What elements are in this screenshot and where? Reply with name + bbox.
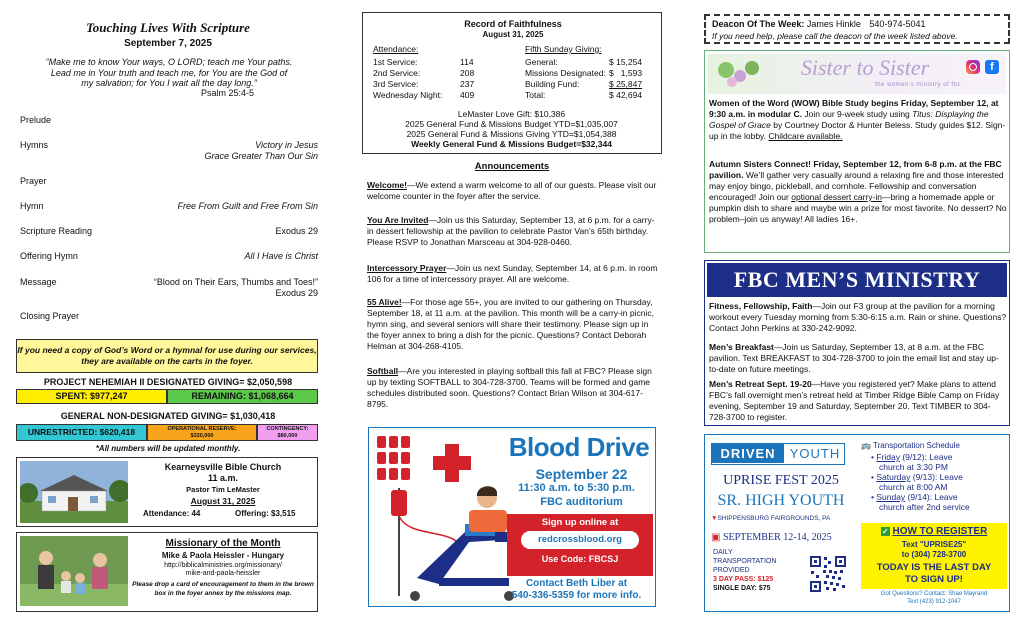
missionary-photo (20, 536, 128, 606)
mens-ministry-box (704, 260, 1010, 426)
message-ref: Exodus 29 (275, 287, 318, 298)
deacon-of-week-box (704, 14, 1010, 44)
qr-code-icon[interactable] (809, 555, 847, 593)
love-gift: LeMaster Love Gift: $10,386 (457, 109, 566, 119)
attendance-value: 114 (460, 57, 474, 67)
mens-ministry-title: FBC MEN’S MINISTRY (707, 263, 1007, 297)
giving-header: Fifth Sunday Giving: (525, 44, 602, 54)
hymn-2: Grace Greater Than Our Sin (204, 150, 318, 161)
wow-bible-study: Women of the Word (WOW) Bible Study begins Friday, September 12, at 9:30 a.m. in modular C. Join our 9-week study using Titus: Displaying the Gospel of Grace by Courtney Doctor & Hunter Beless. Study guides $12. Sign-up in the lobby. Childcare available. (709, 98, 1006, 141)
blood-drive-title: Blood Drive (508, 432, 650, 462)
mens-f3: Fitness, Fellowship, Faith—Join our F3 group at the pavilion for a morning workout every Tuesday morning from 5:30-6:15 a.m. Rain or shine. Questions? Contact John Perkins at 330-242-9092. (709, 301, 1007, 333)
missionary-box (16, 532, 318, 612)
transport-schedule: • Friday (9/12): Leave church at 3:30 PM • Saturday (9/13): Leave church at 8:00 AM • Sunday (9/14): Leave church after 2nd service (871, 452, 1009, 512)
attendance-header: Attendance: (373, 44, 419, 54)
general-giving-title: GENERAL NON-DESIGNATED GIVING= $1,030,418 (60, 411, 276, 421)
missionary-url-line2[interactable]: mike-and-paola-heissler (185, 570, 261, 577)
scripture-reference: Psalm 25:4-5 (200, 88, 254, 98)
deacon-label: Deacon Of The Week: (712, 19, 805, 29)
instagram-icon[interactable] (966, 60, 980, 74)
last-day-line1: TODAY IS THE LAST DAY (876, 562, 992, 573)
announcements-column (362, 12, 662, 618)
blood-drive-place: FBC auditorium (540, 496, 623, 508)
deacon-note: If you need help, please call the deacon of the week listed above. (712, 31, 958, 41)
uprise-fest-title: UPRISE FEST 2025 (723, 473, 839, 488)
driven-youth-flyer (704, 434, 1010, 612)
how-to-register: ✓ HOW TO REGISTER (881, 526, 988, 537)
scripture-verse: “Make me to know Your ways, O LORD; teach me Your paths. Lead me in Your truth and teach me, for You are the God of my salvation; for You I wait all the day long.” (45, 57, 293, 88)
mens-breakfast: Men’s Breakfast—Join us Saturday, September 13, at 8 a.m. at the FBC pavilion. Text BREAKFAST to 304-728-3700 to join the email list and stay up-to-date on future meetings. (709, 342, 999, 374)
schedule-item: • Friday (9/12): Leave (871, 452, 953, 462)
sister-banner (708, 54, 1006, 94)
project-giving-title: PROJECT NEHEMIAH II DESIGNATED GIVING= $2,050,598 (43, 377, 293, 387)
giving-value: $ 42,694 (609, 90, 643, 100)
giving-value: $ 1,593 (609, 68, 643, 78)
attendance-value: 237 (460, 79, 475, 89)
giving-label: Total: (525, 90, 546, 100)
church-name: Kearneysville Bible Church (164, 462, 282, 472)
blood-contact-line2: 540-336-5359 for more info. (511, 590, 642, 601)
announcement-softball: Softball—Are you interested in playing softball this fall at FBC? Please sign up by texting SOFTBALL to 304-728-3700. Teams will be formed and game schedules distributed soon. Questions? Contact Brian Wilson at 304-617-8795. (367, 366, 652, 409)
hymnal-note: If you need a copy of God’s Word or a hymnal for use during our services, they are available on the carts in the foyer. (16, 339, 318, 373)
announcement-55-alive: 55 Alive!—For those age 55+, you are invited to our gathering on Thursday, September 18, at 11 a.m. at the pavilion. This month will be a carry-in picnic, hymn sing, and several seniors will share their testimony. Please sign up in the foyer annex to bring a dish for the picnic. Questions? Contact Deborah Helman at 304-268-4105. (367, 297, 654, 351)
register-panel (861, 523, 1007, 589)
update-note: *All numbers will be updated monthly. (95, 444, 241, 453)
order-of-service-column: Touching Lives With Scripture September 7, 2025 “Make me to know Your ways, O LORD; teach me Your paths. Lead me in Your truth and teach me, for You are the God of my salvation; for You I wait all the day long.” Psalm 25:4-5 Prelude Hymns Victory in Jesus Grace Greater Than Our Sin Prayer Hymn Free From Guilt and Free From Sin Scripture Reading Exodus 29 Offering Hymn All I Have is Christ Message “Blood on Their Ears, Thumbs and Toes!” Exodus 29 Closing Prayer If you need a copy of God’s Word or a hymnal for use during our services, they are available on the carts in the foyer. PROJECT NEHEMIAH II DESIGNATED GIVING= $2,050,598 SPENT: $977,247 REMAINING: $1,068,664 GENERAL NON-DESIGNATED GIVING= $1,030,418 UNRESTRICTED: $620,418 OPERATIONAL RESERVE: $330,000 CONTINGENCY: $80,000 *All numbers will be updated monthly. Kearneysville Bible Church 11 a.m. Pastor Tim LeMaster August 31, 2025 Attendance: 44 Offering: $3,515 Missionary of the Month Mike & Paola Heissler - Hungary http://biblicalministries.org/missionary/ mike-and-paola-heissler Please drop a card of encouragement to them in the brown box in the foyer annex by the missions map. (14, 14, 322, 614)
unrestricted-box: UNRESTRICTED: $620,418 (16, 424, 147, 441)
facebook-icon[interactable]: f (985, 60, 999, 74)
giving-value: $ 25,847 (609, 79, 643, 89)
kearneysville-church-box (16, 457, 318, 527)
bus-icon: 🚌 (861, 441, 874, 450)
announcement-welcome: Welcome!—We extend a warm welcome to all of our guests. Please visit our welcome counter in the foyer after the service. (367, 180, 657, 201)
attendance-label: 3rd Service: (373, 79, 419, 89)
deacon-phone: 540-974-5041 (869, 19, 926, 29)
giving-label: Building Fund: (525, 79, 580, 89)
missionary-names: Mike & Paola Heissler - Hungary (161, 551, 285, 560)
transport-title: 🚌 Transportation Schedule (861, 441, 960, 450)
fest-location: ▼SHIPPENSBURG FAIRGROUNDS, PA (711, 515, 831, 522)
blood-drive-date: September 22 (535, 466, 628, 482)
hymn-1: Victory in Jesus (255, 140, 318, 150)
giving-label: Missions Designated: (525, 68, 606, 78)
church-report-date: August 31, 2025 (190, 496, 256, 506)
record-title: Record of Faithfulness (464, 19, 562, 29)
attendance-label: 1st Service: (373, 57, 418, 67)
attendance-label: Wednesday Night: (373, 90, 443, 100)
missionary-url-line1[interactable]: http://biblicalministries.org/missionary/ (164, 562, 282, 569)
budget-ytd: 2025 General Fund & Missions Budget YTD=$1,035,007 (405, 119, 618, 129)
signup-label: Sign up online at (541, 517, 619, 528)
church-pastor: Pastor Tim LeMaster (186, 485, 260, 494)
mens-retreat: Men’s Retreat Sept. 19-20—Have you registered yet? Make plans to attend FBC’s fall overnight men’s retreat held at Timber Ridge Bible Camp on Friday evening, September 19 and Saturday, September 20. Text TIMBER to 304-728-3700 to register. (709, 379, 1000, 422)
redcross-link[interactable]: redcrossblood.org (521, 531, 639, 549)
register-text-keyword: Text "UPRISE25" (901, 540, 967, 549)
calendar-icon: ▣ (711, 532, 723, 543)
announcement-invited: You Are Invited—Join us this Saturday, September 13, at 6 p.m. for a carry-in dessert fellowship at the pavilion to celebrate Pastor Van’s 65th birthday. Please RSVP to Jonathan Marsceau at 304-928-0460. (367, 215, 655, 247)
ministries-column (704, 14, 1010, 614)
location-pin-icon: ▼ (711, 515, 718, 522)
promo-code: Use Code: FBCSJ (541, 554, 619, 564)
giving-value: $ 15,254 (609, 57, 643, 67)
sister-title: Sister to Sister (800, 55, 930, 80)
church-photo (20, 461, 128, 523)
blood-drive-time: 11:30 a.m. to 5:30 p.m. (518, 482, 635, 494)
schedule-item: • Sunday (9/14): Leave (871, 492, 958, 502)
service-item-hymns: Hymns Victory in Jesus Grace Greater Than Our Sin (20, 140, 318, 161)
spent-box: SPENT: $977,247 (16, 389, 167, 404)
questions-contact: Got Questions? Contact: Shae Mayrand (880, 591, 988, 597)
announcement-prayer: Intercessory Prayer—Join us next Sunday, September 14, at 6 p.m. in room 106 for a time of intercessory prayer. All are welcome. (367, 263, 658, 284)
fest-dates: ▣ SEPTEMBER 12-14, 2025 (711, 532, 832, 543)
deacon-name: James Hinkle (806, 19, 861, 29)
blood-signup-panel (507, 514, 653, 576)
transport-provided: DAILY TRANSPORTATION PROVIDED 3 DAY PASS: $125 SINGLE DAY: $75 (713, 549, 777, 592)
church-time: 11 a.m. (207, 473, 239, 483)
missionary-title: Missionary of the Month (165, 538, 281, 549)
record-of-faithfulness (362, 12, 662, 154)
bulletin-date: September 7, 2025 (124, 38, 212, 49)
questions-phone: Text (423) 912-1047 (907, 599, 961, 605)
blood-drive-flyer (368, 427, 656, 607)
weekly-budget: Weekly General Fund & Missions Budget=$32,344 (411, 139, 612, 149)
missionary-note: Please drop a card of encouragement to them in the brown box in the foyer annex by the missions map. (132, 581, 314, 597)
last-day-line2: TO SIGN UP! (905, 574, 963, 585)
giving-label: General: (525, 57, 558, 67)
contingency-box: CONTINGENCY: $80,000 (257, 424, 318, 441)
service-item-message: Message “Blood on Their Ears, Thumbs and Toes!” Exodus 29 (20, 277, 318, 298)
church-offering: Offering: $3,515 (235, 509, 296, 518)
church-attendance: Attendance: 44 (143, 509, 201, 518)
attendance-value: 409 (460, 90, 475, 100)
sister-subtitle: the women’s ministry of fbc (875, 82, 961, 88)
attendance-value: 208 (460, 68, 475, 78)
flower-icon (710, 56, 770, 92)
sister-to-sister-box (704, 50, 1010, 253)
blood-contact-line1: Contact Beth Liber at (525, 578, 628, 589)
sr-high-youth: SR. HIGH YOUTH (717, 492, 845, 509)
schedule-item: • Saturday (9/13): Leave (871, 472, 963, 482)
operational-reserve-box: OPERATIONAL RESERVE: $330,000 (147, 424, 257, 441)
remaining-box: REMAINING: $1,068,664 (167, 389, 318, 404)
driven-youth-logo: DRIVEN YOUTH (711, 443, 845, 465)
giving-ytd: 2025 General Fund & Missions Giving YTD=$1,054,388 (406, 129, 617, 139)
autumn-sisters-connect: Autumn Sisters Connect! Friday, September 12, from 6-8 p.m. at the FBC pavilion. We’ll gather very casually around a relaxing fire and those interested may enjoy bingo, pickleball, and cornhole. Fellowship and conversation encouraged! Join our optional dessert carry-in—bring a homemade apple or pumpkin dish to share and maybe win a prize for most favorite. No dessert? No problem–join us anyway! All ladies 16+. (709, 159, 1007, 224)
bulletin-title: Touching Lives With Scripture (86, 20, 250, 35)
record-date: August 31, 2025 (482, 30, 544, 39)
announcements-title: Announcements (474, 161, 550, 172)
checkbox-icon: ✓ (881, 526, 889, 536)
message-title: “Blood on Their Ears, Thumbs and Toes!” (153, 277, 318, 287)
register-text-number: to (304) 728-3700 (901, 550, 967, 559)
attendance-label: 2nd Service: (373, 68, 421, 78)
